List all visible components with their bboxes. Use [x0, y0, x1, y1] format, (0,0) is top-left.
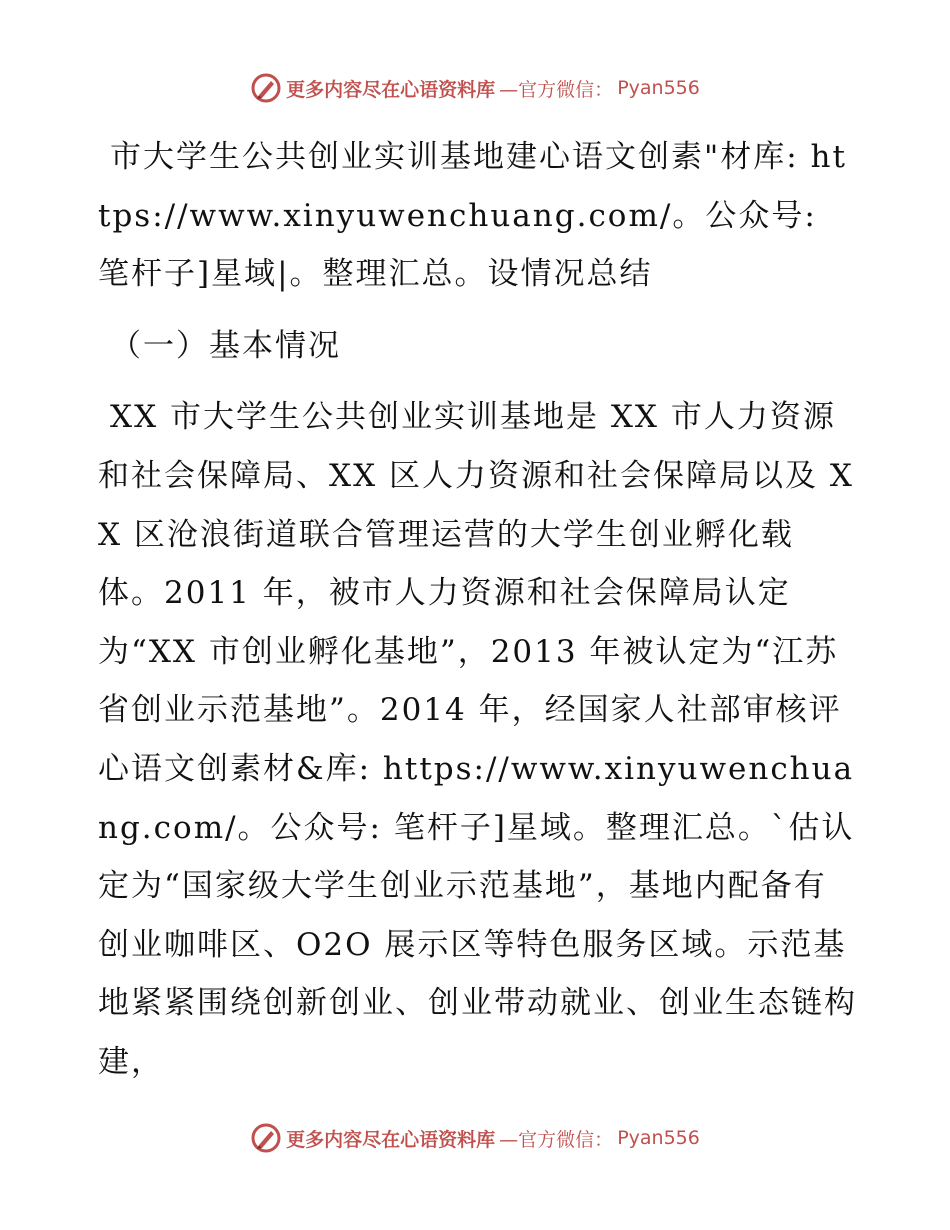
document-title: 市大学生公共创业实训基地建心语文创素"材库: https://www.xinyuwenchuang.com/。公众号: 笔杆子]星域|。整理汇总。设情况总结: [98, 139, 847, 293]
watermark-wechat-id: Pyan556: [617, 77, 700, 99]
watermark-main-text: 更多内容尽在心语资料库: [286, 1128, 496, 1151]
watermark-main-text: 更多内容尽在心语资料库: [286, 78, 496, 101]
footer-watermark: [0, 1122, 950, 1154]
watermark-sub-text: —官方微信：: [499, 1128, 614, 1151]
pen-logo-icon: [250, 72, 282, 104]
watermark-sub-text: —官方微信：: [499, 78, 614, 101]
section-heading: （一）基本情况: [110, 327, 341, 364]
watermark-wechat-id: Pyan556: [617, 1127, 700, 1149]
pen-logo-icon: [250, 1122, 282, 1154]
header-watermark: [0, 72, 950, 104]
body-paragraph: XX 市大学生公共创业实训基地是 XX 市人力资源和社会保障局、XX 区人力资源和社会保障局以及 XX 区沧浪街道联合管理运营的大学生创业孵化载体。2011 年，被市人力资源和社会保障局认定为“XX 市创业孵化基地”，2013 年被认定为“江苏省创业示范基地”。2014 年，经国家人社部审核评心语文创素材&库: https://www.xinyuwenchuang.com/。公众号: 笔杆子]星域。整理汇总。`估认定为“国家级大学生创业示范基地”，基地内配备有创业咖啡区、O2O 展示区等特色服务区域。示范基地紧紧围绕创新创业、创业带动就业、创业生态链构建，: [98, 399, 857, 1080]
document-body: [98, 128, 858, 1092]
